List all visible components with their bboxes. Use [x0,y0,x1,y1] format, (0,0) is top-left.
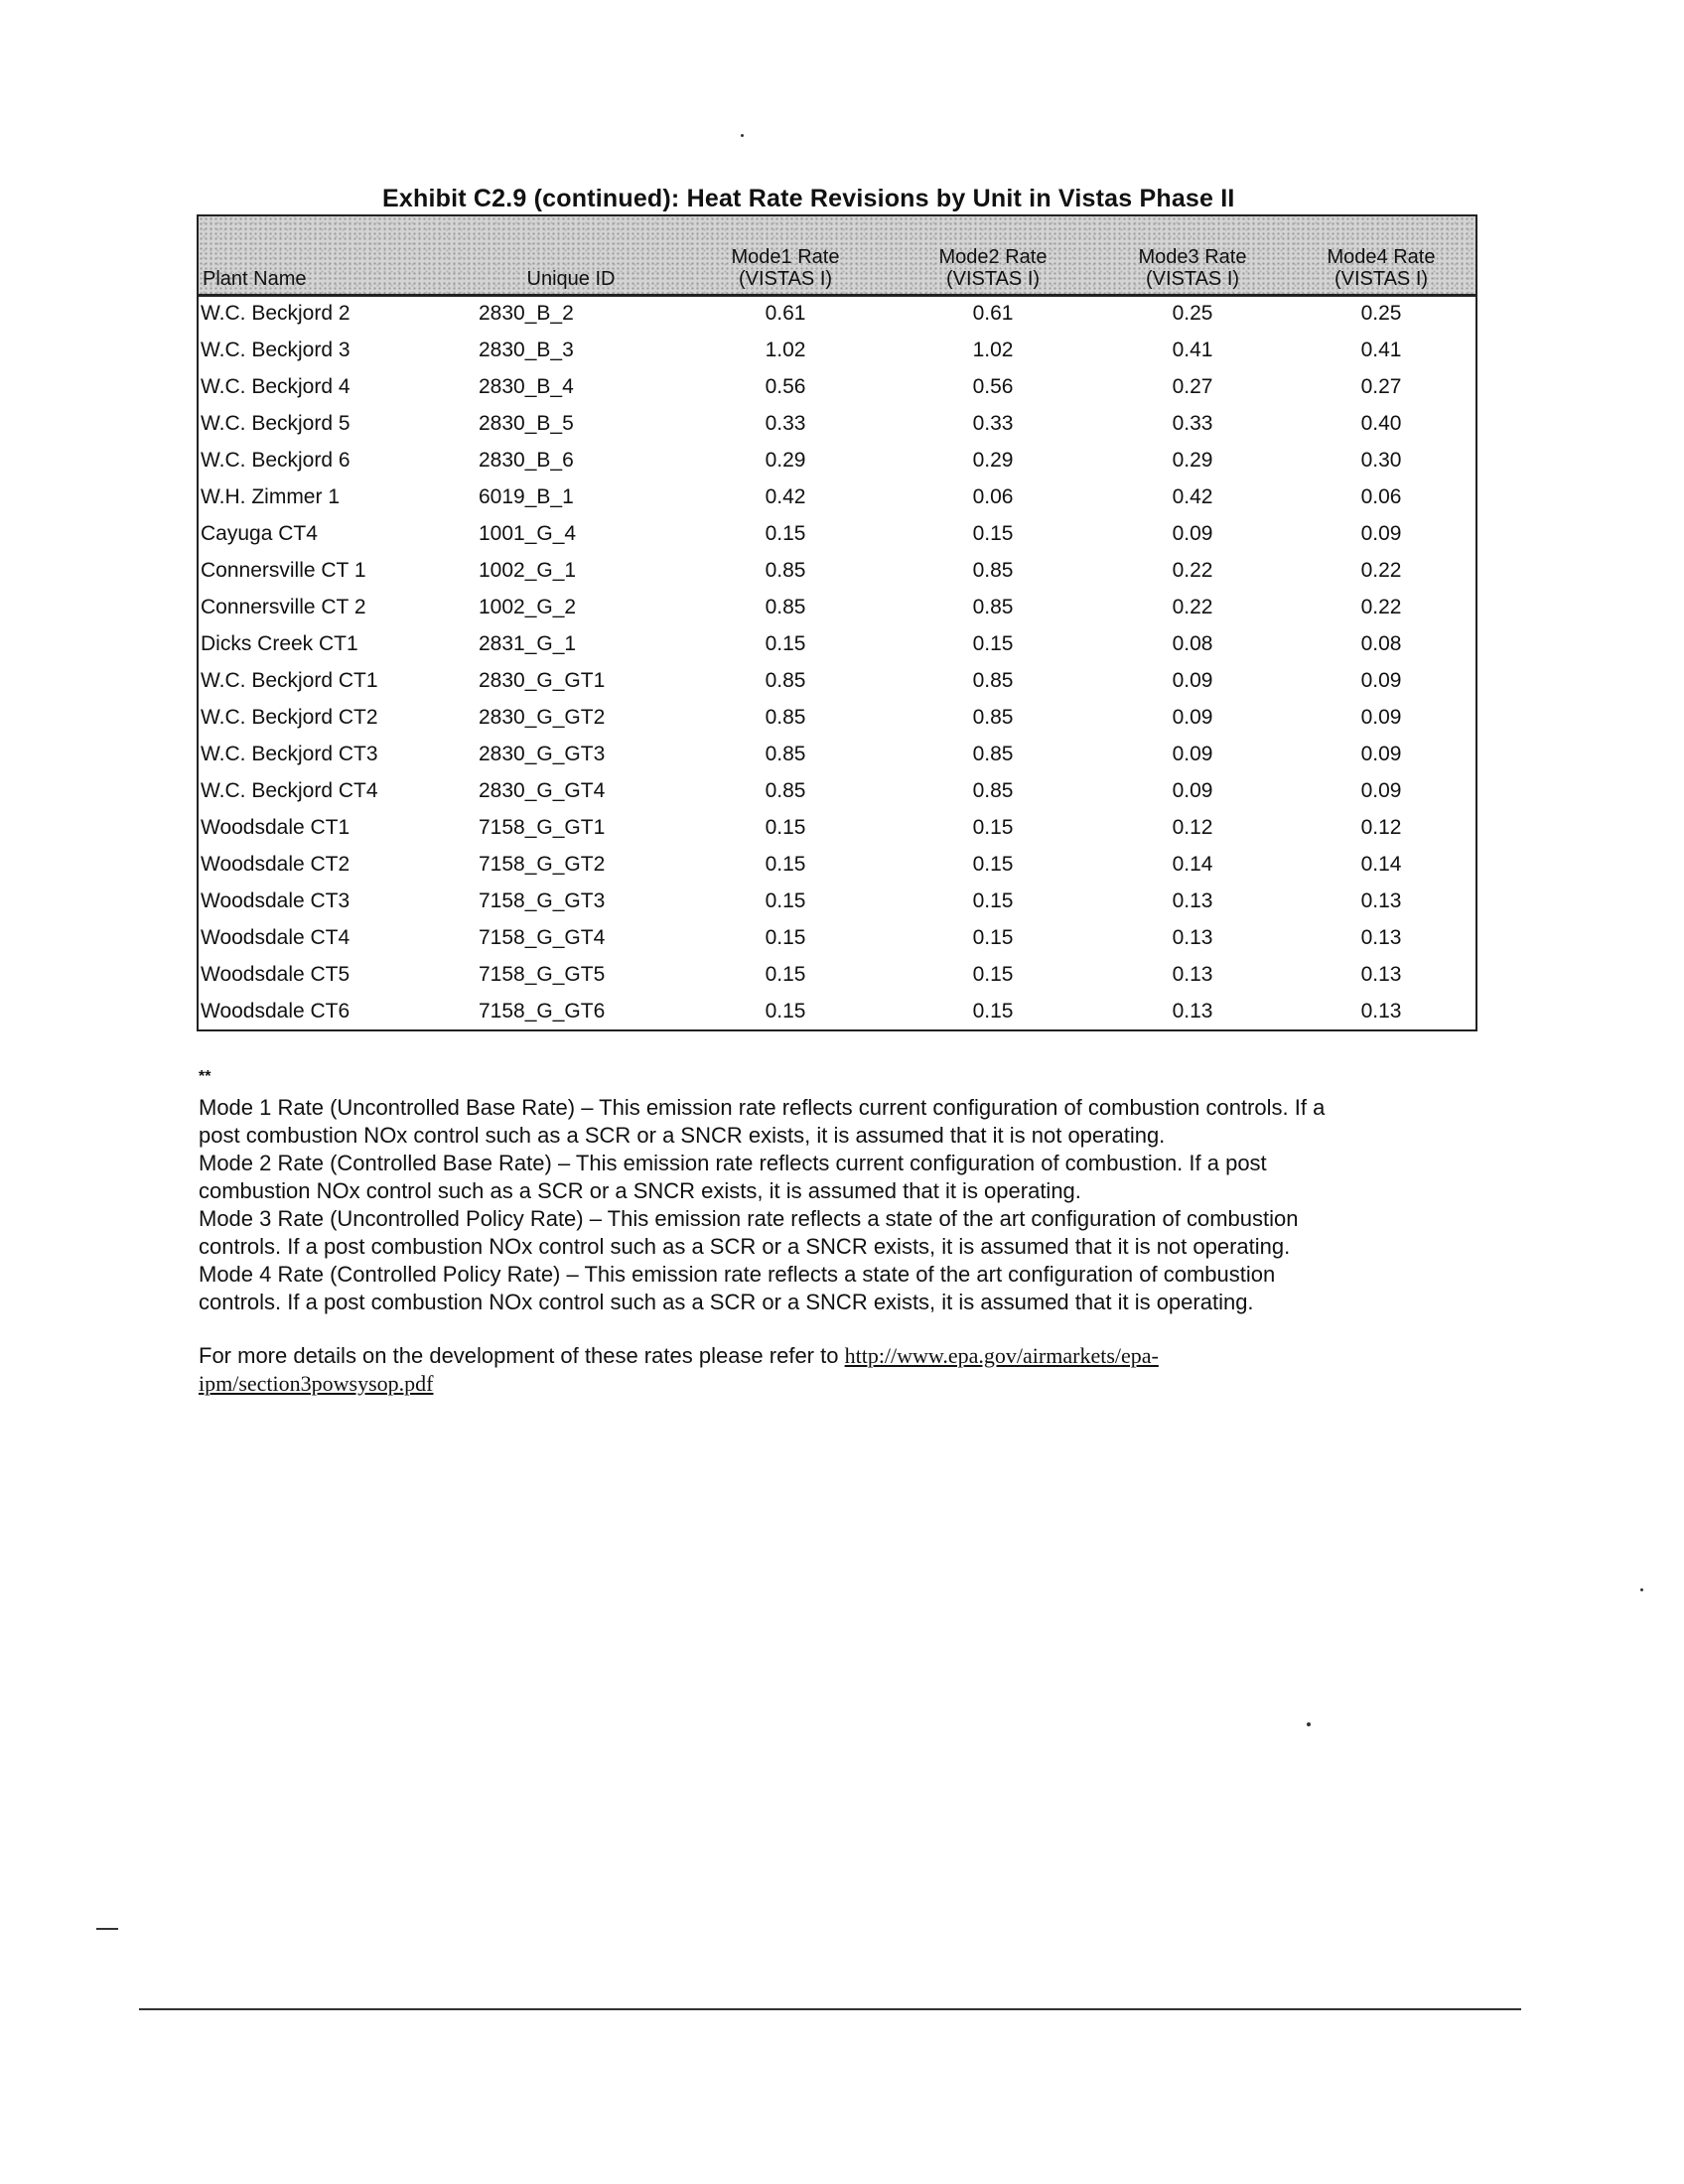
cell-mode3: 0.25 [1172,302,1213,326]
cell-mode2: 0.15 [972,999,1014,1023]
cell-mode3: 0.13 [1172,999,1213,1023]
table-body [199,295,1475,1029]
cell-plant-name: W.C. Beckjord 6 [201,448,351,472]
cell-plant-name: W.C. Beckjord 4 [201,374,351,398]
cell-plant-name: Cayuga CT4 [201,521,318,545]
cell-mode4: 0.12 [1360,815,1402,839]
cell-plant-name: Connersville CT 2 [201,595,366,618]
cell-mode4: 0.09 [1360,742,1402,765]
cell-plant-name: W.C. Beckjord CT3 [201,742,378,765]
header-mode2-rate [888,216,1098,295]
cell-unique-id: 2830_B_6 [479,448,574,472]
cell-mode3: 0.09 [1172,778,1213,802]
cell-mode2: 0.15 [972,888,1014,912]
cell-plant-name: W.C. Beckjord 2 [201,302,351,326]
cell-mode1: 0.15 [765,888,806,912]
cell-unique-id: 1001_G_4 [479,521,577,545]
more-details-text: For more details on the development of these rates please refer to [199,1343,845,1368]
mode-definitions [199,1094,1489,1316]
cell-mode3: 0.13 [1172,925,1213,949]
header-row [199,216,1475,295]
cell-mode1: 0.85 [765,668,806,692]
cell-mode4: 0.13 [1360,888,1402,912]
cell-mode1: 0.42 [765,484,806,508]
cell-unique-id: 2830_G_GT3 [479,742,606,765]
cell-plant-name: Dicks Creek CT1 [201,631,358,655]
cell-mode4: 0.22 [1360,558,1402,582]
cell-plant-name: W.C. Beckjord 3 [201,338,351,361]
cell-mode4: 0.09 [1360,521,1402,545]
cell-mode1: 0.85 [765,742,806,765]
cell-mode3: 0.33 [1172,411,1213,435]
cell-unique-id: 7158_G_GT6 [479,999,606,1023]
heat-rate-table [199,216,1475,1029]
table-row [199,772,1475,809]
header-mode1-line2: (VISTAS I) [738,267,833,290]
cell-mode1: 0.85 [765,558,806,582]
cell-mode1: 0.15 [765,815,806,839]
cell-plant-name: W.C. Beckjord 5 [201,411,351,435]
header-mode4-rate [1287,216,1475,295]
cell-mode2: 0.33 [972,411,1014,435]
cell-unique-id: 2830_B_2 [479,302,574,326]
cell-mode2: 0.29 [972,448,1014,472]
cell-mode4: 0.13 [1360,962,1402,986]
cell-mode1: 0.29 [765,448,806,472]
cell-unique-id: 7158_G_GT1 [479,815,606,839]
cell-mode4: 0.09 [1360,668,1402,692]
scan-speck [1307,1722,1311,1726]
cell-mode1: 0.61 [765,302,806,326]
cell-mode1: 0.15 [765,521,806,545]
table-row [199,332,1475,368]
table-row [199,478,1475,515]
table-row [199,442,1475,478]
cell-mode2: 0.85 [972,778,1014,802]
cell-mode1: 0.85 [765,778,806,802]
cell-mode3: 0.09 [1172,742,1213,765]
table-row [199,295,1475,332]
cell-unique-id: 2830_G_GT1 [479,668,606,692]
cell-mode4: 0.09 [1360,705,1402,729]
cell-mode3: 0.27 [1172,374,1213,398]
table-row [199,809,1475,846]
cell-mode4: 0.06 [1360,484,1402,508]
cell-mode1: 0.56 [765,374,806,398]
more-details-paragraph [199,1342,1350,1398]
mode1-definition-line1: Mode 1 Rate (Uncontrolled Base Rate) – This emission rate reflects current configuration of combustion controls. If a [199,1095,1326,1120]
table-row [199,515,1475,552]
mode2-definition-line1: Mode 2 Rate (Controlled Base Rate) – This emission rate reflects current configuration of combustion. If a post [199,1151,1267,1175]
cell-mode1: 0.85 [765,595,806,618]
table-row [199,405,1475,442]
header-mode3-rate [1098,216,1287,295]
table-row [199,699,1475,736]
epa-ipm-link[interactable]: http://www.epa.gov/airmarkets/epa-ipm/section3powsysop.pdf [199,1343,1159,1396]
cell-mode2: 0.15 [972,962,1014,986]
cell-mode1: 0.15 [765,925,806,949]
table-row [199,993,1475,1029]
cell-mode2: 0.15 [972,925,1014,949]
cell-mode4: 0.25 [1360,302,1402,326]
header-mode2-line1: Mode2 Rate [938,245,1048,268]
header-mode1-line1: Mode1 Rate [731,245,840,268]
cell-mode1: 1.02 [765,338,806,361]
header-mode1-rate [683,216,888,295]
cell-unique-id: 2830_B_4 [479,374,574,398]
header-unique-id: Unique ID [526,267,616,290]
table-row [199,552,1475,589]
cell-unique-id: 2830_B_5 [479,411,574,435]
table-header [199,216,1475,295]
cell-unique-id: 7158_G_GT2 [479,852,606,876]
cell-mode3: 0.13 [1172,888,1213,912]
mode1-definition-line2: post combustion NOx control such as a SCR or a SNCR exists, it is assumed that it is not operating. [199,1123,1166,1148]
cell-mode2: 0.15 [972,852,1014,876]
cell-mode3: 0.09 [1172,705,1213,729]
cell-mode4: 0.41 [1360,338,1402,361]
cell-unique-id: 2831_G_1 [479,631,577,655]
cell-mode2: 0.15 [972,815,1014,839]
cell-unique-id: 1002_G_2 [479,595,577,618]
mode3-definition-line1: Mode 3 Rate (Uncontrolled Policy Rate) – This emission rate reflects a state of the art configuration of combustion [199,1206,1299,1231]
cell-mode2: 0.61 [972,302,1014,326]
cell-mode2: 0.56 [972,374,1014,398]
mode4-definition-line1: Mode 4 Rate (Controlled Policy Rate) – This emission rate reflects a state of the art configuration of combustion [199,1262,1276,1287]
table-row [199,368,1475,405]
heat-rate-table-container [197,214,1477,1031]
table-row [199,589,1475,625]
header-mode3-line2: (VISTAS I) [1145,267,1240,290]
cell-plant-name: W.C. Beckjord CT1 [201,668,378,692]
cell-unique-id: 2830_G_GT4 [479,778,606,802]
cell-mode3: 0.09 [1172,668,1213,692]
scan-speck [1640,1588,1643,1591]
cell-plant-name: Woodsdale CT6 [201,999,351,1023]
cell-mode1: 0.15 [765,962,806,986]
table-row [199,736,1475,772]
cell-unique-id: 7158_G_GT4 [479,925,606,949]
cell-mode4: 0.13 [1360,999,1402,1023]
cell-mode2: 0.85 [972,558,1014,582]
cell-mode1: 0.15 [765,852,806,876]
cell-mode3: 0.42 [1172,484,1213,508]
cell-unique-id: 6019_B_1 [479,484,574,508]
cell-mode1: 0.15 [765,631,806,655]
cell-unique-id: 7158_G_GT3 [479,888,606,912]
cell-mode4: 0.27 [1360,374,1402,398]
table-row [199,956,1475,993]
header-plant-name: Plant Name [203,267,307,290]
cell-mode2: 0.15 [972,521,1014,545]
scan-speck [741,134,744,137]
cell-mode1: 0.15 [765,999,806,1023]
cell-mode2: 0.85 [972,668,1014,692]
cell-mode4: 0.08 [1360,631,1402,655]
cell-mode1: 0.33 [765,411,806,435]
cell-unique-id: 2830_B_3 [479,338,574,361]
header-mode3-line1: Mode3 Rate [1138,245,1247,268]
cell-mode3: 0.22 [1172,558,1213,582]
header-mode4-line1: Mode4 Rate [1327,245,1436,268]
cell-mode3: 0.09 [1172,521,1213,545]
cell-mode4: 0.30 [1360,448,1402,472]
cell-mode3: 0.41 [1172,338,1213,361]
cell-mode2: 0.85 [972,742,1014,765]
cell-mode3: 0.22 [1172,595,1213,618]
cell-mode4: 0.40 [1360,411,1402,435]
table-row [199,662,1475,699]
header-mode2-line2: (VISTAS I) [945,267,1041,290]
cell-plant-name: Woodsdale CT4 [201,925,351,949]
cell-mode3: 0.13 [1172,962,1213,986]
cell-mode4: 0.09 [1360,778,1402,802]
header-mode4-line2: (VISTAS I) [1333,267,1429,290]
cell-plant-name: W.C. Beckjord CT2 [201,705,378,729]
table-row [199,883,1475,919]
cell-unique-id: 1002_G_1 [479,558,577,582]
cell-plant-name: Woodsdale CT1 [201,815,351,839]
cell-mode1: 0.85 [765,705,806,729]
cell-mode2: 0.85 [972,705,1014,729]
cell-mode3: 0.12 [1172,815,1213,839]
cell-unique-id: 7158_G_GT5 [479,962,606,986]
mode4-definition-line2: controls. If a post combustion NOx control such as a SCR or a SNCR exists, it is assumed that it is operating. [199,1290,1254,1314]
cell-mode4: 0.13 [1360,925,1402,949]
cell-mode4: 0.14 [1360,852,1402,876]
cell-plant-name: Woodsdale CT5 [201,962,351,986]
footnote-marker: ** [199,1068,211,1085]
cell-plant-name: W.C. Beckjord CT4 [201,778,378,802]
cell-mode2: 0.15 [972,631,1014,655]
cell-plant-name: Woodsdale CT2 [201,852,351,876]
cell-mode2: 0.85 [972,595,1014,618]
mode2-definition-line2: combustion NOx control such as a SCR or a SNCR exists, it is assumed that it is operating. [199,1178,1081,1203]
cell-mode3: 0.08 [1172,631,1213,655]
footer-divider [139,2008,1521,2010]
cell-plant-name: Connersville CT 1 [201,558,366,582]
cell-mode4: 0.22 [1360,595,1402,618]
cell-plant-name: Woodsdale CT3 [201,888,351,912]
mode3-definition-line2: controls. If a post combustion NOx control such as a SCR or a SNCR exists, it is assumed that it is not operating. [199,1234,1291,1259]
table-row [199,846,1475,883]
cell-mode3: 0.29 [1172,448,1213,472]
cell-unique-id: 2830_G_GT2 [479,705,606,729]
table-row [199,625,1475,662]
cell-mode2: 1.02 [972,338,1014,361]
cell-mode2: 0.06 [972,484,1014,508]
cell-plant-name: W.H. Zimmer 1 [201,484,340,508]
exhibit-title: Exhibit C2.9 (continued): Heat Rate Revisions by Unit in Vistas Phase II [382,185,1235,212]
table-row [199,919,1475,956]
cell-mode3: 0.14 [1172,852,1213,876]
scan-mark [96,1928,118,1930]
